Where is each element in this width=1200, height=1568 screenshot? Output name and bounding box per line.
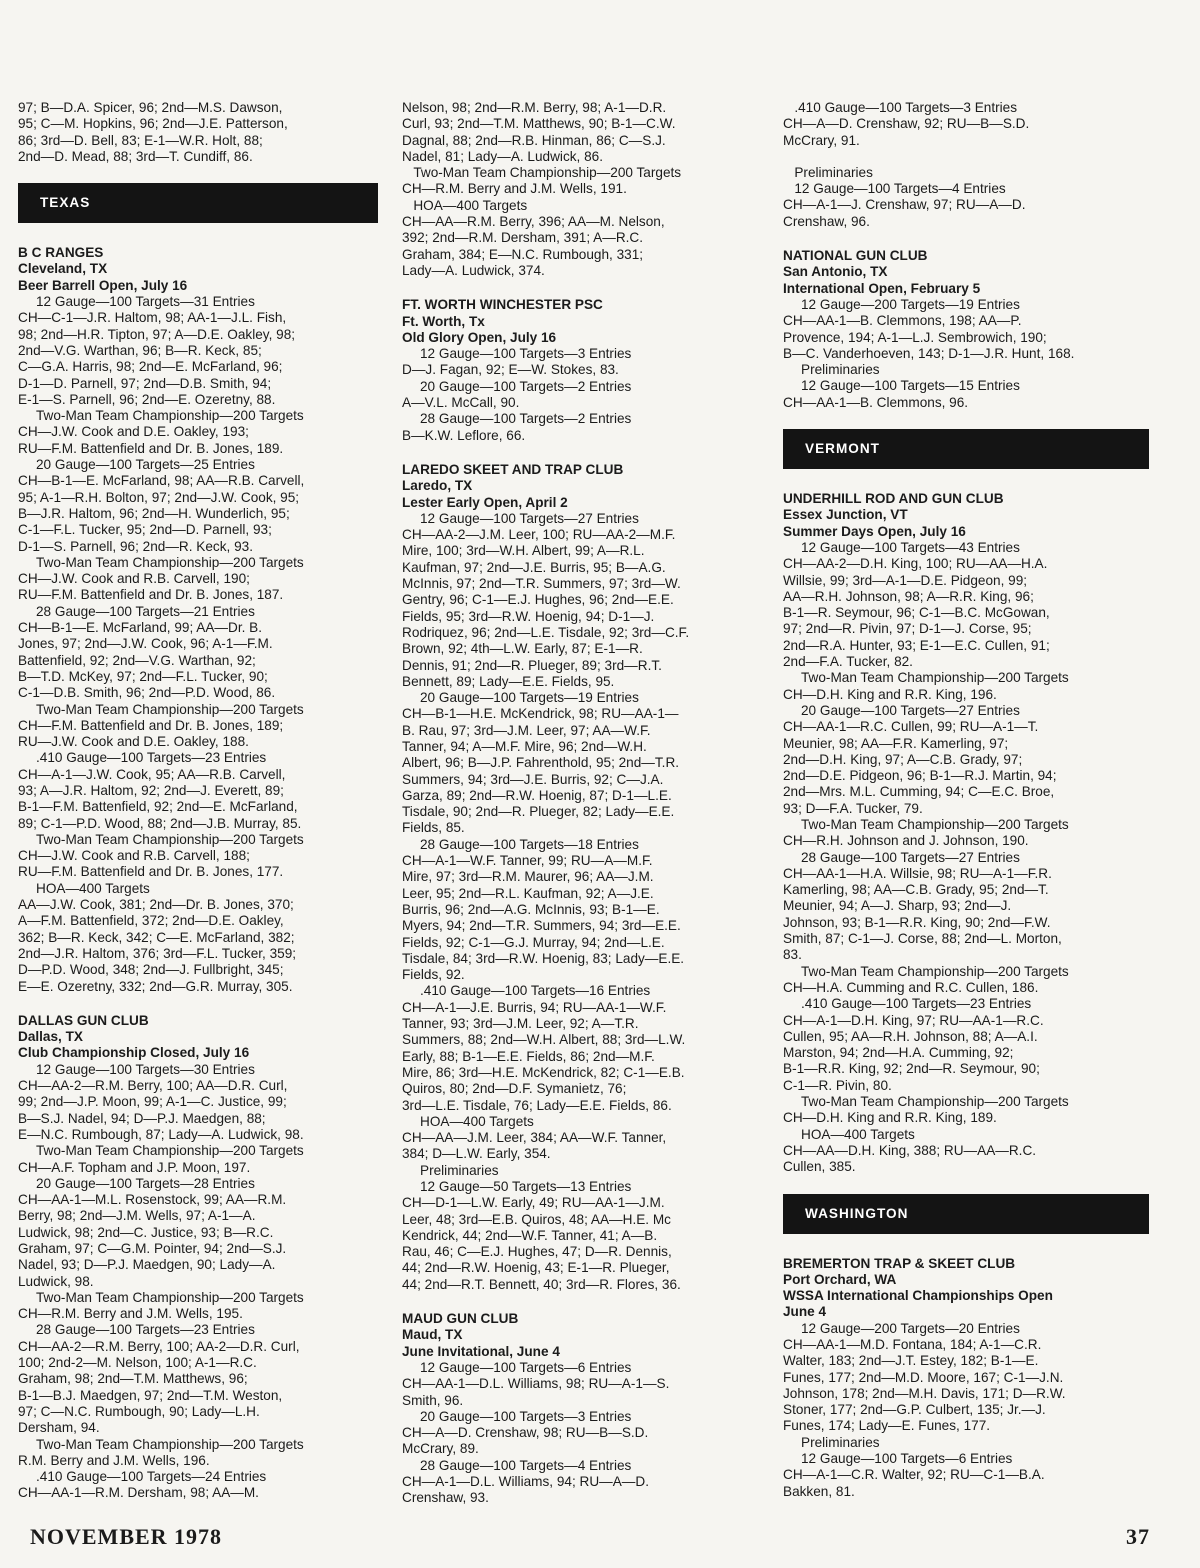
result-line: E-1—S. Parnell, 96; 2nd—E. Ozeretny, 88. bbox=[18, 391, 276, 407]
results-continued bbox=[783, 100, 1149, 230]
club-section bbox=[783, 491, 1149, 1175]
club-location: Maud, TX bbox=[402, 1327, 463, 1343]
result-line: Ludwick, 98; 2nd—C. Justice, 93; B—R.C. bbox=[18, 1224, 274, 1240]
result-line: B—K.W. Leflore, 66. bbox=[402, 427, 526, 443]
result-line: Myers, 94; 2nd—T.R. Summers, 94; 3rd—E.E. bbox=[402, 918, 681, 934]
result-line: Brown, 92; 4th—L.W. Early, 87; E-1—R. bbox=[402, 641, 643, 657]
result-line: Crenshaw, 96. bbox=[783, 213, 870, 229]
result-line: 2nd—D.H. King, 97; A—C.B. Grady, 97; bbox=[783, 751, 1023, 767]
result-line: E—N.C. Rumbough, 87; Lady—A. Ludwick, 98. bbox=[18, 1126, 304, 1142]
event-title: Old Glory Open, July 16 bbox=[402, 329, 557, 345]
result-line: Johnson, 178; 2nd—M.H. Davis, 171; D—R.W. bbox=[783, 1385, 1066, 1401]
club-name: MAUD GUN CLUB bbox=[402, 1311, 519, 1327]
result-line: Johnson, 93; B-1—R.R. King, 90; 2nd—F.W. bbox=[783, 914, 1051, 930]
result-line: 2nd—Mrs. M.L. Cumming, 94; C—E.C. Broe, bbox=[783, 784, 1055, 800]
result-line: Albert, 96; B—J.P. Fahrenthold, 95; 2nd—T.R. bbox=[402, 755, 680, 771]
result-line: CH—AA—R.M. Berry, 396; AA—M. Nelson, bbox=[402, 214, 665, 230]
result-line: Mire, 100; 3rd—W.H. Albert, 99; A—R.L. bbox=[402, 543, 645, 559]
event-subheading: Two-Man Team Championship—200 Targets bbox=[801, 816, 1069, 832]
result-line: Early, 88; B-1—E.E. Fields, 86; 2nd—M.F. bbox=[402, 1048, 655, 1064]
result-line: AA—J.W. Cook, 381; 2nd—Dr. B. Jones, 370; bbox=[18, 897, 294, 913]
column-1 bbox=[18, 100, 378, 1520]
result-line: Marston, 94; 2nd—H.A. Cumming, 92; bbox=[783, 1045, 1014, 1061]
result-line: Mire, 97; 3rd—R.M. Maurer, 96; AA—J.M. bbox=[402, 869, 654, 885]
result-line: CH—AA-1—H.A. Willsie, 98; RU—A-1—F.R. bbox=[783, 865, 1052, 881]
event-subheading: 12 Gauge—200 Targets—20 Entries bbox=[801, 1320, 1020, 1336]
event-subheading: 12 Gauge—100 Targets—43 Entries bbox=[801, 539, 1020, 555]
event-subheading: .410 Gauge—100 Targets—23 Entries bbox=[801, 996, 1032, 1012]
result-line: Tisdale, 90; 2nd—R. Plueger, 82; Lady—E.E. bbox=[402, 804, 675, 820]
event-subheading: 20 Gauge—100 Targets—28 Entries bbox=[36, 1175, 255, 1191]
club-location: Cleveland, TX bbox=[18, 261, 108, 277]
result-line: 2nd—D. Mead, 88; 3rd—T. Cundiff, 86. bbox=[18, 148, 253, 164]
result-line: CH—AA-1—R.C. Cullen, 99; RU—A-1—T. bbox=[783, 719, 1039, 735]
state-banner: TEXAS bbox=[18, 183, 378, 223]
event-subheading: .410 Gauge—100 Targets—23 Entries bbox=[36, 750, 267, 766]
club-location: Dallas, TX bbox=[18, 1029, 83, 1045]
event-subheading: HOA—400 Targets bbox=[420, 1113, 534, 1129]
result-line: CH—AA-1—M.L. Rosenstock, 99; AA—R.M. bbox=[18, 1192, 287, 1208]
result-line: Fields, 92; C-1—G.J. Murray, 94; 2nd—L.E. bbox=[402, 934, 665, 950]
result-line: RU—F.M. Battenfield and Dr. B. Jones, 189. bbox=[18, 440, 284, 456]
result-line: 97; B—D.A. Spicer, 96; 2nd—M.S. Dawson, bbox=[18, 100, 283, 115]
result-line: Graham, 97; C—G.M. Pointer, 94; 2nd—S.J. bbox=[18, 1241, 287, 1256]
result-line: Quiros, 80; 2nd—D.F. Symanietz, 76; bbox=[402, 1081, 627, 1097]
event-subheading: 20 Gauge—100 Targets—2 Entries bbox=[420, 378, 632, 394]
result-line: 89; C-1—P.D. Wood, 88; 2nd—J.B. Murray, 85. bbox=[18, 815, 302, 831]
club-name: UNDERHILL ROD AND GUN CLUB bbox=[783, 491, 1004, 507]
result-line: McInnis, 97; 2nd—T.R. Summers, 97; 3rd—W. bbox=[402, 576, 681, 592]
event-subheading: Two-Man Team Championship—200 Targets bbox=[36, 1289, 304, 1305]
event-subheading: Preliminaries bbox=[801, 362, 880, 378]
result-line: Tanner, 94; A—M.F. Mire, 96; 2nd—W.H. bbox=[402, 738, 647, 754]
state-banner: VERMONT bbox=[783, 429, 1149, 469]
result-line: CH—A-1—W.F. Tanner, 99; RU—A—M.F. bbox=[402, 853, 653, 869]
event-subheading: 28 Gauge—100 Targets—2 Entries bbox=[420, 411, 632, 427]
result-line: Gentry, 96; C-1—E.J. Hughes, 96; 2nd—E.E. bbox=[402, 592, 674, 608]
result-line: Dersham, 94. bbox=[18, 1420, 100, 1436]
result-line: CH—AA-2—R.M. Berry, 100; AA-2—D.R. Curl, bbox=[18, 1338, 300, 1354]
club-name: NATIONAL GUN CLUB bbox=[783, 248, 928, 264]
result-line: CH—AA-1—B. Clemmons, 96. bbox=[783, 394, 969, 410]
result-line: CH—A—D. Crenshaw, 92; RU—B—S.D. bbox=[783, 116, 1030, 132]
result-line: Fields, 85. bbox=[402, 820, 465, 836]
result-line: 95; C—M. Hopkins, 96; 2nd—J.E. Patterson, bbox=[18, 116, 288, 132]
result-line: C-1—R. Pivin, 80. bbox=[783, 1077, 892, 1093]
result-line: Walter, 183; 2nd—J.T. Estey, 182; B-1—E. bbox=[783, 1353, 1039, 1369]
result-line: Lady—A. Ludwick, 374. bbox=[402, 262, 545, 278]
result-line: 83. bbox=[783, 947, 802, 963]
club-location: Laredo, TX bbox=[402, 478, 473, 494]
result-line: B-1—B.J. Maedgen, 97; 2nd—T.M. Weston, bbox=[18, 1387, 283, 1403]
event-subheading: 20 Gauge—100 Targets—25 Entries bbox=[36, 457, 255, 473]
result-line: CH—AA-1—M.D. Fontana, 184; A-1—C.R. bbox=[783, 1337, 1042, 1352]
event-subheading: 12 Gauge—100 Targets—30 Entries bbox=[36, 1061, 255, 1077]
result-line: Leer, 95; 2nd—R.L. Kaufman, 92; A—J.E. bbox=[402, 885, 654, 901]
result-line: Smith, 87; C-1—J. Corse, 88; 2nd—L. Morton, bbox=[783, 931, 1062, 947]
event-title: International Open, February 5 bbox=[783, 280, 981, 296]
result-line: 93; D—F.A. Tucker, 79. bbox=[783, 800, 923, 816]
result-line: Kamerling, 98; AA—C.B. Grady, 95; 2nd—T. bbox=[783, 882, 1049, 898]
club-location: Ft. Worth, Tx bbox=[402, 313, 485, 329]
event-subheading: Two-Man Team Championship—200 Targets bbox=[801, 1094, 1069, 1110]
event-subheading: Two-Man Team Championship—200 Targets bbox=[36, 701, 304, 717]
result-line: B-1—R.R. King, 92; 2nd—R. Seymour, 90; bbox=[783, 1061, 1040, 1077]
event-subheading: 12 Gauge—200 Targets—19 Entries bbox=[801, 296, 1020, 312]
result-line: Tanner, 93; 3rd—J.M. Leer, 92; A—T.R. bbox=[402, 1016, 639, 1032]
event-subheading: Two-Man Team Championship—200 Targets bbox=[801, 963, 1069, 979]
club-location: Essex Junction, VT bbox=[783, 507, 908, 523]
result-line: B. Rau, 97; 3rd—J.M. Leer, 97; AA—W.F. bbox=[402, 722, 651, 738]
club-name: BREMERTON TRAP & SKEET CLUB bbox=[783, 1255, 1016, 1271]
result-line: B—S.J. Nadel, 94; D—P.J. Maedgen, 88; bbox=[18, 1110, 266, 1126]
event-title: Summer Days Open, July 16 bbox=[783, 523, 966, 539]
result-line: Willsie, 99; 3rd—A-1—D.E. Pidgeon, 99; bbox=[783, 572, 1028, 588]
result-line: Nelson, 98; 2nd—R.M. Berry, 98; A-1—D.R. bbox=[402, 100, 667, 115]
event-subheading: HOA—400 Targets bbox=[36, 880, 150, 896]
event-subheading: Two-Man Team Championship—200 Targets bbox=[801, 670, 1069, 686]
result-line: Two-Man Team Championship—200 Targets bbox=[402, 165, 682, 181]
club-section bbox=[18, 1013, 378, 1502]
result-line: RU—F.M. Battenfield and Dr. B. Jones, 177. bbox=[18, 864, 284, 880]
result-line: CH—A-1—D.H. King, 97; RU—AA-1—R.C. bbox=[783, 1012, 1044, 1028]
result-line: CH—D-1—L.W. Early, 49; RU—AA-1—J.M. bbox=[402, 1195, 665, 1211]
result-line: C—G.A. Harris, 98; 2nd—E. McFarland, 96; bbox=[18, 359, 283, 375]
event-subheading: 12 Gauge—100 Targets—31 Entries bbox=[36, 294, 255, 310]
result-line: Mire, 86; 3rd—H.E. McKendrick, 82; C-1—E.B. bbox=[402, 1064, 685, 1080]
result-line: CH—AA-2—D.H. King, 100; RU—AA—H.A. bbox=[783, 556, 1048, 572]
result-line: Cullen, 95; AA—R.H. Johnson, 88; A—A.I. bbox=[783, 1028, 1038, 1044]
result-line: CH—D.H. King and R.R. King, 189. bbox=[783, 1110, 997, 1126]
result-line: C-1—F.L. Tucker, 95; 2nd—D. Parnell, 93; bbox=[18, 522, 272, 538]
result-line: CH—J.W. Cook and R.B. Carvell, 190; bbox=[18, 571, 250, 587]
result-line: Curl, 93; 2nd—T.M. Matthews, 90; B-1—C.W. bbox=[402, 116, 676, 132]
result-line: Kendrick, 44; 2nd—W.F. Tanner, 41; A—B. bbox=[402, 1227, 658, 1243]
result-line: CH—AA-2—R.M. Berry, 100; AA—D.R. Curl, bbox=[18, 1078, 288, 1094]
result-line: Graham, 98; 2nd—T.M. Matthews, 96; bbox=[18, 1371, 248, 1387]
result-line: 99; 2nd—J.P. Moon, 99; A-1—C. Justice, 99; bbox=[18, 1094, 287, 1110]
results-continued bbox=[402, 100, 768, 279]
result-line: CH—B-1—E. McFarland, 98; AA—R.B. Carvell, bbox=[18, 473, 305, 489]
result-line: CH—C-1—J.R. Haltom, 98; AA-1—J.L. Fish, bbox=[18, 310, 287, 326]
state-banner: WASHINGTON bbox=[783, 1194, 1149, 1234]
result-line: CH—J.W. Cook and R.B. Carvell, 188; bbox=[18, 848, 250, 864]
result-line: 95; A-1—R.H. Bolton, 97; 2nd—J.W. Cook, 95; bbox=[18, 489, 300, 505]
result-line: 2nd—J.R. Haltom, 376; 3rd—F.L. Tucker, 359; bbox=[18, 945, 297, 961]
club-name: B C RANGES bbox=[18, 245, 104, 261]
result-line: Provence, 194; A-1—L.J. Sembrowich, 190; bbox=[783, 329, 1047, 345]
result-line: CH—B-1—E. McFarland, 99; AA—Dr. B. bbox=[18, 620, 263, 636]
result-line: 2nd—V.G. Warthan, 96; B—R. Keck, 85; bbox=[18, 342, 262, 358]
club-name: FT. WORTH WINCHESTER PSC bbox=[402, 297, 603, 313]
result-line: CH—AA-1—R.M. Dersham, 98; AA—M. bbox=[18, 1485, 259, 1501]
result-line: E—E. Ozeretny, 332; 2nd—G.R. Murray, 305. bbox=[18, 978, 293, 994]
result-line: Cullen, 385. bbox=[783, 1159, 856, 1175]
result-line: CH—A.F. Topham and J.P. Moon, 197. bbox=[18, 1159, 251, 1175]
result-line: Smith, 96. bbox=[402, 1392, 464, 1408]
result-line: Dagnal, 88; 2nd—R.B. Hinman, 86; C—S.J. bbox=[402, 132, 666, 148]
result-line: Battenfield, 92; 2nd—V.G. Warthan, 92; bbox=[18, 652, 256, 668]
result-line: HOA—400 Targets bbox=[402, 197, 528, 213]
result-line: CH—A-1—J.W. Cook, 95; AA—R.B. Carvell, bbox=[18, 766, 286, 782]
result-line: CH—A-1—J.E. Burris, 94; RU—AA-1—W.F. bbox=[402, 999, 667, 1015]
result-line: Preliminaries bbox=[783, 164, 873, 180]
column-3 bbox=[783, 100, 1149, 1520]
result-line: CH—B-1—H.E. McKendrick, 98; RU—AA-1— bbox=[402, 706, 679, 722]
result-line: A—F.M. Battenfield, 372; 2nd—D.E. Oakley, bbox=[18, 913, 284, 929]
event-title: June Invitational, June 4 bbox=[402, 1343, 560, 1359]
event-subheading: 12 Gauge—50 Targets—13 Entries bbox=[420, 1179, 632, 1194]
column-2 bbox=[402, 100, 768, 1520]
result-line: CH—R.M. Berry and J.M. Wells, 195. bbox=[18, 1306, 243, 1322]
result-line: CH—AA-2—J.M. Leer, 100; RU—AA-2—M.F. bbox=[402, 527, 676, 543]
result-line: Jones, 97; 2nd—J.W. Cook, 96; A-1—F.M. bbox=[18, 636, 273, 652]
result-line: Fields, 95; 3rd—R.W. Hoenig, 94; D-1—J. bbox=[402, 608, 655, 624]
result-line: CH—AA—J.M. Leer, 384; AA—W.F. Tanner, bbox=[402, 1130, 667, 1146]
result-line: Stoner, 177; 2nd—G.P. Culbert, 135; Jr.—J. bbox=[783, 1402, 1046, 1418]
result-line: CH—AA-1—D.L. Williams, 98; RU—A-1—S. bbox=[402, 1376, 670, 1392]
event-subheading: Two-Man Team Championship—200 Targets bbox=[36, 1143, 304, 1159]
result-line: 93; A—J.R. Haltom, 92; 2nd—J. Everett, 89; bbox=[18, 782, 284, 798]
club-section bbox=[402, 462, 768, 1293]
result-line: 44; 2nd—R.W. Hoenig, 43; E-1—R. Plueger, bbox=[402, 1260, 670, 1276]
result-line: Bakken, 81. bbox=[783, 1483, 855, 1499]
result-line: Burris, 96; 2nd—A.G. McInnis, 93; B-1—E. bbox=[402, 901, 660, 917]
result-line: CH—R.M. Berry and J.M. Wells, 191. bbox=[402, 181, 627, 197]
result-line: CH—A-1—J. Crenshaw, 97; RU—A—D. bbox=[783, 197, 1026, 213]
result-line: Crenshaw, 93. bbox=[402, 1490, 489, 1506]
event-subheading: Two-Man Team Championship—200 Targets bbox=[36, 1436, 304, 1452]
club-location: San Antonio, TX bbox=[783, 264, 888, 280]
club-location: Port Orchard, WA bbox=[783, 1271, 897, 1287]
club-name: LAREDO SKEET AND TRAP CLUB bbox=[402, 461, 624, 477]
event-subheading: 12 Gauge—100 Targets—3 Entries bbox=[420, 346, 632, 362]
result-line: 2nd—R.A. Hunter, 93; E-1—E.C. Cullen, 91; bbox=[783, 637, 1050, 653]
result-line: A—V.L. McCall, 90. bbox=[402, 395, 520, 411]
result-line: Nadel, 93; D—P.J. Maedgen, 90; Lady—A. bbox=[18, 1257, 276, 1273]
event-subheading: 12 Gauge—100 Targets—6 Entries bbox=[420, 1359, 632, 1375]
result-line bbox=[783, 149, 1149, 165]
result-line: 97; C—N.C. Rumbough, 90; Lady—L.H. bbox=[18, 1403, 260, 1419]
result-line: Leer, 48; 3rd—E.B. Quiros, 48; AA—H.E. Mc bbox=[402, 1211, 671, 1227]
event-subheading: Preliminaries bbox=[801, 1434, 880, 1450]
result-line: B—C. Vanderhoeven, 143; D-1—J.R. Hunt, 168. bbox=[783, 345, 1075, 361]
result-line: CH—R.H. Johnson and J. Johnson, 190. bbox=[783, 833, 1029, 849]
event-title: Beer Barrell Open, July 16 bbox=[18, 277, 188, 293]
event-subheading: 20 Gauge—100 Targets—3 Entries bbox=[420, 1408, 632, 1424]
club-section bbox=[402, 297, 768, 444]
result-line: B-1—R. Seymour, 96; C-1—B.C. McGowan, bbox=[783, 605, 1050, 621]
result-line: .410 Gauge—100 Targets—3 Entries bbox=[783, 100, 1018, 115]
result-line: CH—F.M. Battenfield and Dr. B. Jones, 189; bbox=[18, 717, 284, 733]
result-line: McCrary, 91. bbox=[783, 132, 860, 148]
result-line: Tisdale, 84; 3rd—R.W. Hoenig, 83; Lady—E.E. bbox=[402, 950, 685, 966]
result-line: B-1—F.M. Battenfield, 92; 2nd—E. McFarland, bbox=[18, 799, 298, 815]
result-line: B—T.D. McKey, 97; 2nd—F.L. Tucker, 90; bbox=[18, 668, 268, 684]
event-subheading: 28 Gauge—100 Targets—27 Entries bbox=[801, 849, 1020, 865]
result-line: RU—J.W. Cook and D.E. Oakley, 188. bbox=[18, 734, 249, 750]
event-subheading: Two-Man Team Championship—200 Targets bbox=[36, 408, 304, 424]
result-line: CH—AA—D.H. King, 388; RU—AA—R.C. bbox=[783, 1142, 1037, 1158]
result-line: Berry, 98; 2nd—J.M. Wells, 97; A-1—A. bbox=[18, 1208, 256, 1224]
club-section bbox=[783, 1256, 1149, 1500]
result-line: 86; 3rd—D. Bell, 83; E-1—W.R. Holt, 88; bbox=[18, 132, 263, 148]
event-subheading: 20 Gauge—100 Targets—27 Entries bbox=[801, 702, 1020, 718]
result-line: 384; D—L.W. Early, 354. bbox=[402, 1146, 551, 1162]
result-line: 97; 2nd—R. Pivin, 97; D-1—J. Corse, 95; bbox=[783, 621, 1032, 637]
result-line: 362; B—R. Keck, 342; C—E. McFarland, 382; bbox=[18, 929, 295, 945]
result-line: D—J. Fagan, 92; E—W. Stokes, 83. bbox=[402, 362, 619, 378]
result-line: C-1—D.B. Smith, 96; 2nd—P.D. Wood, 86. bbox=[18, 685, 276, 701]
result-line: R.M. Berry and J.M. Wells, 196. bbox=[18, 1452, 210, 1468]
event-subheading: 12 Gauge—100 Targets—27 Entries bbox=[420, 510, 639, 526]
result-line: Garza, 89; 2nd—R.W. Hoenig, 87; D-1—L.E. bbox=[402, 787, 672, 803]
result-line: 3rd—L.E. Tisdale, 76; Lady—E.E. Fields, 86. bbox=[402, 1097, 672, 1113]
event-subheading: 28 Gauge—100 Targets—23 Entries bbox=[36, 1322, 255, 1338]
result-line: CH—A-1—C.R. Walter, 92; RU—C-1—B.A. bbox=[783, 1467, 1045, 1483]
result-line: Summers, 94; 3rd—J.E. Burris, 92; C—J.A. bbox=[402, 771, 664, 787]
result-line: Ludwick, 98. bbox=[18, 1273, 94, 1289]
result-line: 44; 2nd—R.T. Bennett, 40; 3rd—R. Flores, 36. bbox=[402, 1276, 681, 1292]
event-subheading: 28 Gauge—100 Targets—4 Entries bbox=[420, 1457, 632, 1473]
result-line: 98; 2nd—H.R. Tipton, 97; A—D.E. Oakley, 98; bbox=[18, 326, 296, 342]
issue-date-footer: NOVEMBER 1978 bbox=[30, 1524, 223, 1549]
result-line: Funes, 177; 2nd—M.D. Moore, 167; C-1—J.N. bbox=[783, 1369, 1064, 1385]
result-line: Nadel, 81; Lady—A. Ludwick, 86. bbox=[402, 148, 603, 164]
event-subheading: 12 Gauge—100 Targets—15 Entries bbox=[801, 378, 1020, 394]
result-line: Funes, 174; Lady—E. Funes, 177. bbox=[783, 1418, 991, 1434]
result-line: D-1—S. Parnell, 96; 2nd—R. Keck, 93. bbox=[18, 538, 253, 554]
result-line: RU—F.M. Battenfield and Dr. B. Jones, 187. bbox=[18, 587, 284, 603]
result-line: 392; 2nd—R.M. Dersham, 391; A—R.C. bbox=[402, 230, 644, 246]
club-section bbox=[402, 1311, 768, 1507]
result-line: 12 Gauge—100 Targets—4 Entries bbox=[783, 181, 1006, 197]
result-line: CH—H.A. Cumming and R.C. Cullen, 186. bbox=[783, 979, 1039, 995]
result-line: CH—D.H. King and R.R. King, 196. bbox=[783, 686, 997, 702]
result-line: AA—R.H. Johnson, 98; A—R.R. King, 96; bbox=[783, 588, 1034, 604]
result-line: CH—A-1—D.L. Williams, 94; RU—A—D. bbox=[402, 1474, 649, 1490]
result-line: Bennett, 89; Lady—E.E. Fields, 95. bbox=[402, 673, 615, 689]
event-subheading: Preliminaries bbox=[420, 1162, 499, 1178]
event-subheading: HOA—400 Targets bbox=[801, 1126, 915, 1142]
result-line: CH—AA-1—B. Clemmons, 198; AA—P. bbox=[783, 313, 1022, 329]
result-line: CH—A—D. Crenshaw, 98; RU—B—S.D. bbox=[402, 1425, 649, 1441]
result-line: Fields, 92. bbox=[402, 967, 465, 983]
event-subheading: .410 Gauge—100 Targets—24 Entries bbox=[36, 1469, 267, 1485]
result-line: Graham, 384; E—N.C. Rumbough, 331; bbox=[402, 246, 644, 262]
result-line: B—J.R. Haltom, 96; 2nd—H. Wunderlich, 95; bbox=[18, 505, 290, 521]
result-line: D-1—D. Parnell, 97; 2nd—D.B. Smith, 94; bbox=[18, 375, 272, 391]
club-name: DALLAS GUN CLUB bbox=[18, 1012, 149, 1028]
event-subheading: Two-Man Team Championship—200 Targets bbox=[36, 831, 304, 847]
event-subheading: 20 Gauge—100 Targets—19 Entries bbox=[420, 690, 639, 706]
result-line: Rodriquez, 96; 2nd—L.E. Tisdale, 92; 3rd—C.F. bbox=[402, 624, 690, 640]
result-line: Rau, 46; C—E.J. Hughes, 47; D—R. Dennis, bbox=[402, 1244, 672, 1260]
event-title: Club Championship Closed, July 16 bbox=[18, 1045, 250, 1061]
club-section bbox=[18, 245, 378, 995]
result-line: D—P.D. Wood, 348; 2nd—J. Fullbright, 345; bbox=[18, 962, 284, 978]
event-subheading: 28 Gauge—100 Targets—21 Entries bbox=[36, 603, 255, 619]
result-line: 2nd—D.E. Pidgeon, 96; B-1—R.J. Martin, 94; bbox=[783, 768, 1057, 784]
event-subheading: 12 Gauge—100 Targets—6 Entries bbox=[801, 1451, 1013, 1467]
result-line: Meunier, 94; A—J. Sharp, 93; 2nd—J. bbox=[783, 898, 1012, 914]
result-line: Summers, 88; 2nd—W.H. Albert, 88; 3rd—L.W. bbox=[402, 1032, 686, 1048]
result-line: 100; 2nd-2—M. Nelson, 100; A-1—R.C. bbox=[18, 1355, 257, 1371]
event-subheading: Two-Man Team Championship—200 Targets bbox=[36, 554, 304, 570]
result-line: 2nd—F.A. Tucker, 82. bbox=[783, 654, 913, 670]
page-number: 37 bbox=[1126, 1524, 1150, 1549]
event-subheading: .410 Gauge—100 Targets—16 Entries bbox=[420, 983, 651, 999]
club-section bbox=[783, 248, 1149, 411]
event-title: WSSA International Championships Open June 4 bbox=[783, 1288, 1053, 1320]
result-line: Dennis, 91; 2nd—R. Plueger, 89; 3rd—R.T. bbox=[402, 657, 662, 673]
result-line: Kaufman, 97; 2nd—J.E. Burris, 95; B—A.G. bbox=[402, 559, 666, 575]
result-line: CH—J.W. Cook and D.E. Oakley, 193; bbox=[18, 424, 249, 440]
event-subheading: 28 Gauge—100 Targets—18 Entries bbox=[420, 836, 639, 852]
event-title: Lester Early Open, April 2 bbox=[402, 494, 568, 510]
result-line: McCrary, 89. bbox=[402, 1441, 479, 1457]
result-line: Meunier, 98; AA—F.R. Kamerling, 97; bbox=[783, 735, 1009, 751]
results-continued bbox=[18, 100, 378, 165]
